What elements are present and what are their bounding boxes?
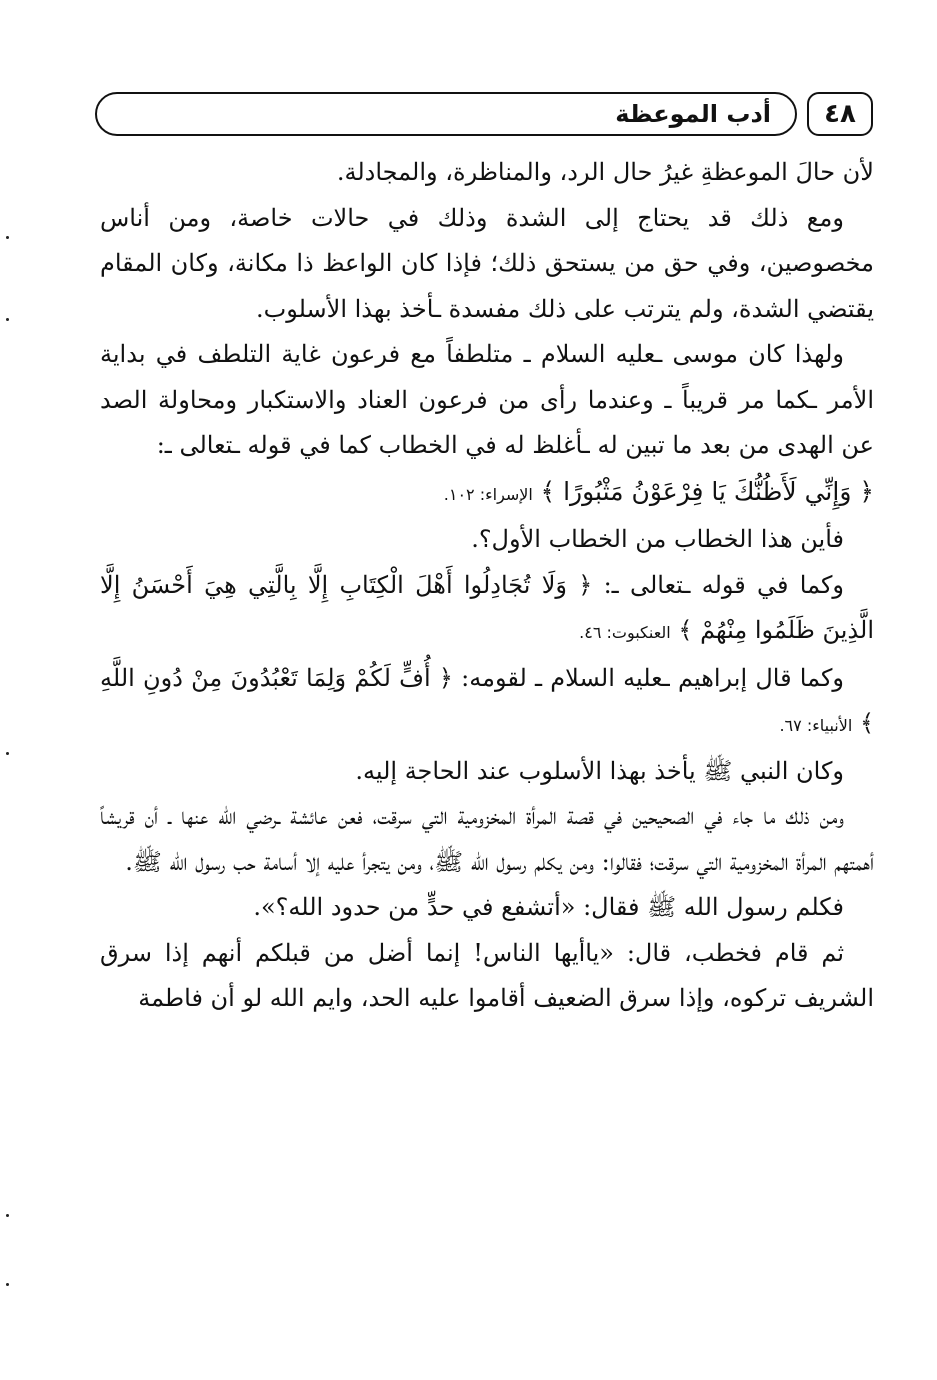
scan-mark xyxy=(6,1283,9,1286)
paragraph: فأين هذا الخطاب من الخطاب الأول؟. xyxy=(471,525,844,553)
quran-verse: ﴿ وَإِنِّي لَأَظُنُّكَ يَا فِرْعَوْنُ مَثْبُورًا ﴾ xyxy=(540,476,874,506)
verse-reference: الأنبياء: ٦٧. xyxy=(779,716,853,735)
paragraph-with-verse xyxy=(100,656,874,749)
verse-text: وكما في قوله ـتعالى ـ: ﴿ وَلَا تُجَادِلُوا أَهْلَ الْكِتَابِ إِلَّا بِالَّتِي هِيَ أَحْسَنُ إِلَّا الَّذِينَ ظَلَمُوا مِنْهُمْ ﴾ xyxy=(100,570,874,644)
page-number: ٤٨ xyxy=(824,99,856,129)
paragraph: فكلم رسول الله ﷺ فقال: «أتشفع في حدٍّ من حدود الله؟». xyxy=(253,893,844,921)
verse-reference: الإسراء: ١٠٢. xyxy=(443,484,533,504)
book-title-frame xyxy=(95,92,797,136)
paragraph: وكان النبي ﷺ يأخذ بهذا الأسلوب عند الحاجة إليه. xyxy=(355,756,844,785)
quran-verse-paragraph xyxy=(100,469,874,518)
verse-text: وكما قال إبراهيم ـعليه السلام ـ لقومه: ﴿ أُفٍّ لَكُمْ وَلِمَا تَعْبُدُونَ مِنْ دُونِ اللَّهِ ﴾ xyxy=(100,663,874,737)
scan-mark xyxy=(6,1214,9,1217)
paragraph-with-verse xyxy=(100,563,874,656)
paragraph: ولهذا كان موسى ـعليه السلام ـ متلطفاً مع فرعون غاية التلطف في بداية الأمر ـكما مر قريباً ـ وعندما رأى من فرعون العناد والاستكبار ومحاولة الصد عن الهدى من بعد ما تبين له ـأغلظ له في الخطاب كما في قوله ـتعالى ـ: xyxy=(100,340,874,459)
paragraph: لأن حالَ الموعظةِ غيرُ حال الرد، والمناظرة، والمجادلة. xyxy=(336,158,874,186)
page-header xyxy=(95,92,873,140)
page-number-frame xyxy=(807,92,873,136)
paragraph: ومن ذلك ما جاء في الصحيحين في قصة المرأة المخزومية التي سرقت، فعن عائشة ـرضي الله عنها ـ أن قريشاً أهمتهم المرأة المخزومية التي سرقت؛ فقالوا: ومن يكلم رسول الله ﷺ، ومن يتجرأ عليه إلا أسامة حب رسول الله ﷺ. xyxy=(100,802,874,876)
paragraph: ثم قام فخطب، قال: «ياأيها الناس! إنما أضل من قبلكم أنهم إذا سرق الشريف تركوه، وإذا سرق الضعيف أقاموا عليه الحد، وايم الله لو أن فاطمة xyxy=(100,938,874,1012)
paragraph: ومع ذلك قد يحتاج إلى الشدة وذلك في حالات خاصة، ومن أناس مخصوصين، وفي حق من يستحق ذلك؛ فإذا كان الواعظ ذا مكانة، وكان المقام يقتضي الشدة، ولم يترتب على ذلك مفسدة ـأخذ بهذا الأسلوب. xyxy=(100,203,874,323)
scan-mark xyxy=(6,236,9,239)
page-body xyxy=(100,150,874,1022)
scan-mark xyxy=(6,318,9,321)
scan-mark xyxy=(6,752,9,755)
book-title: أدب الموعظة xyxy=(615,100,771,128)
verse-reference: العنكبوت: ٤٦. xyxy=(579,623,671,642)
